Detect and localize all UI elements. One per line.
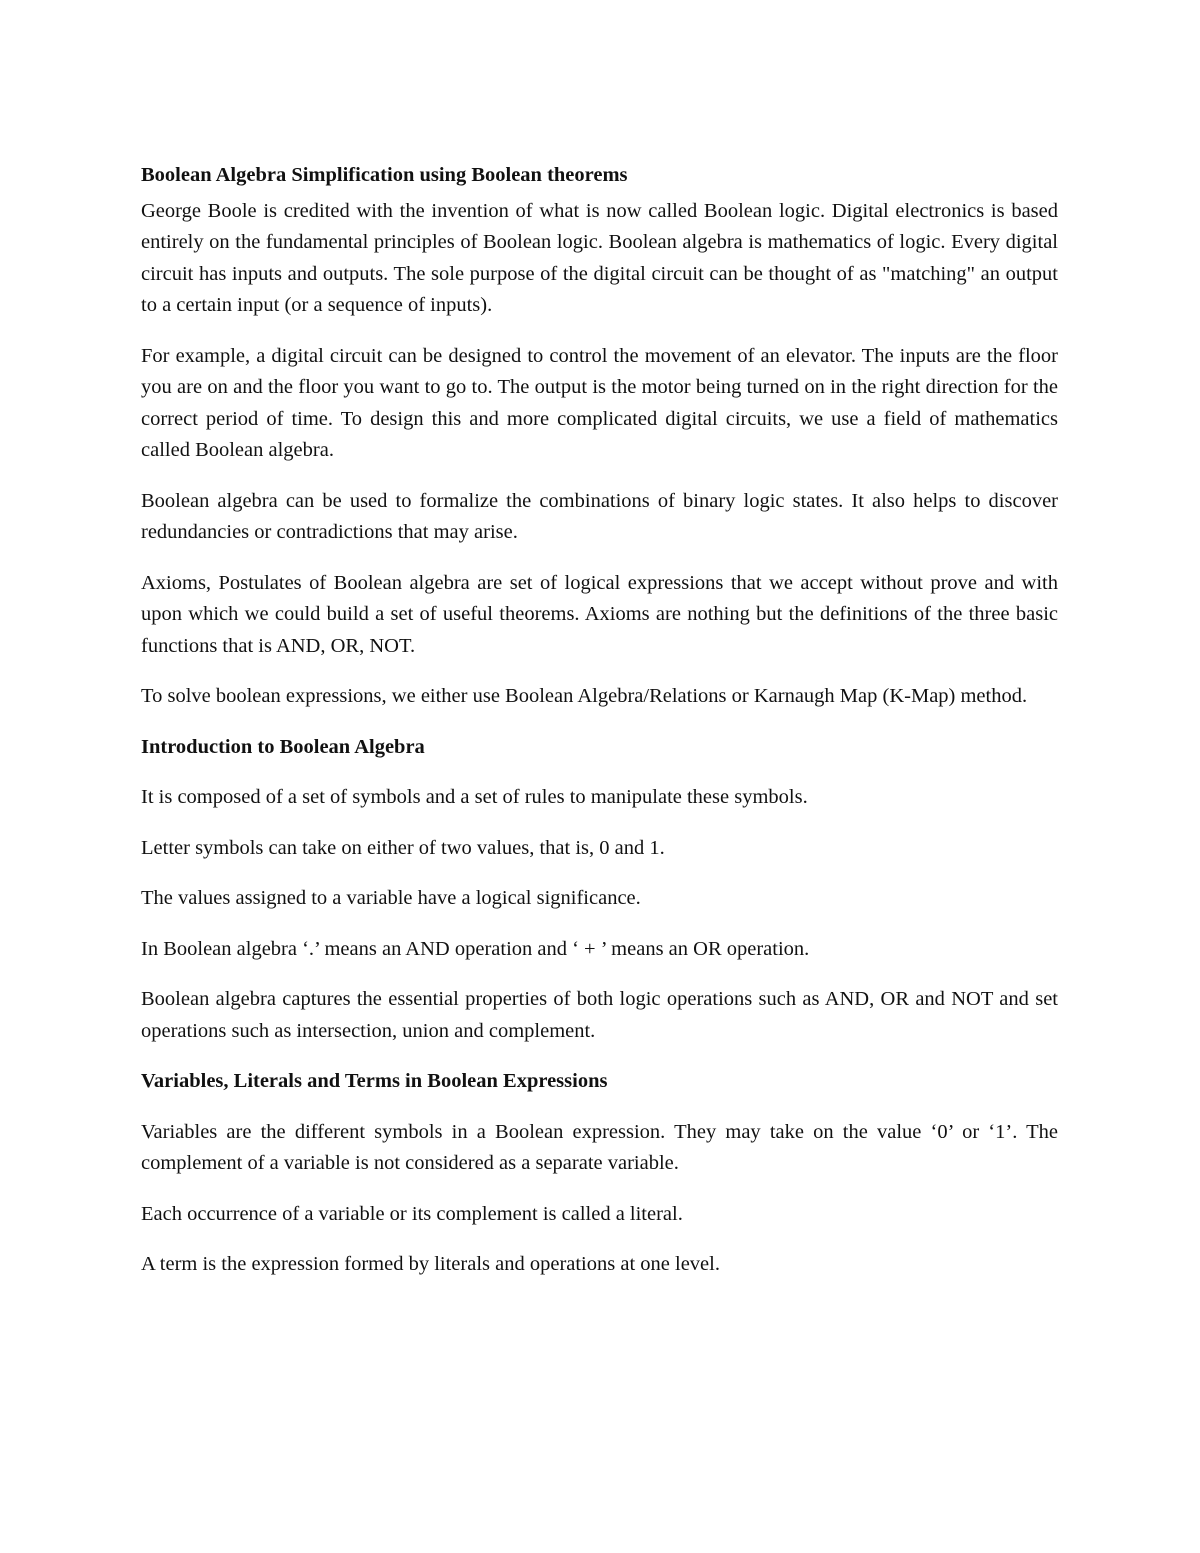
- paragraph: Each occurrence of a variable or its complement is called a literal.: [141, 1202, 683, 1225]
- paragraph: To solve boolean expressions, we either use Boolean Algebra/Relations or Karnaugh Map (K-Map) method.: [141, 685, 1028, 707]
- section-heading-introduction: Introduction to Boolean Algebra: [141, 735, 425, 758]
- paragraph: Boolean algebra captures the essential properties of both logic operations such as AND, OR and NOT and set operations such as intersection, union and complement.: [141, 988, 1058, 1042]
- paragraph: It is composed of a set of symbols and a set of rules to manipulate these symbols.: [141, 786, 808, 808]
- paragraph: Axioms, Postulates of Boolean algebra are set of logical expressions that we accept without prove and with upon which we could build a set of useful theorems. Axioms are nothing but the definitions of the three basic functions that is AND, OR, NOT.: [141, 571, 1058, 657]
- section-heading-boolean-simplification: Boolean Algebra Simplification using Boolean theorems: [141, 164, 628, 186]
- paragraph: The values assigned to a variable have a logical significance.: [141, 887, 641, 909]
- paragraph: For example, a digital circuit can be designed to control the movement of an elevator. The inputs are the floor you are on and the floor you want to go to. The output is the motor being turned on in the right direction for the correct period of time. To design this and more complicated digital circuits, we use a field of mathematics called Boolean algebra.: [141, 344, 1058, 461]
- paragraph: George Boole is credited with the invention of what is now called Boolean logic. Digital electronics is based entirely on the fundamental principles of Boolean logic. Boolean algebra is mathematics of logic. Every digital circuit has inputs and outputs. The sole purpose of the digital circuit can be thought of as "matching" an output to a certain input (or a sequence of inputs).: [141, 199, 1058, 316]
- paragraph: Boolean algebra can be used to formalize the combinations of binary logic states. It also helps to discover redundancies or contradictions that may arise.: [141, 489, 1058, 543]
- section-heading-variables-literals-terms: Variables, Literals and Terms in Boolean Expressions: [141, 1070, 608, 1092]
- paragraph: Variables are the different symbols in a Boolean expression. They may take on the value ‘0’ or ‘1’. The complement of a variable is not considered as a separate variable.: [141, 1120, 1058, 1174]
- document-body: [141, 160, 1058, 1300]
- paragraph: A term is the expression formed by literals and operations at one level.: [141, 1253, 720, 1275]
- paragraph: In Boolean algebra ‘.’ means an AND operation and ‘ + ’ means an OR operation.: [141, 937, 810, 960]
- paragraph: Letter symbols can take on either of two values, that is, 0 and 1.: [141, 836, 665, 859]
